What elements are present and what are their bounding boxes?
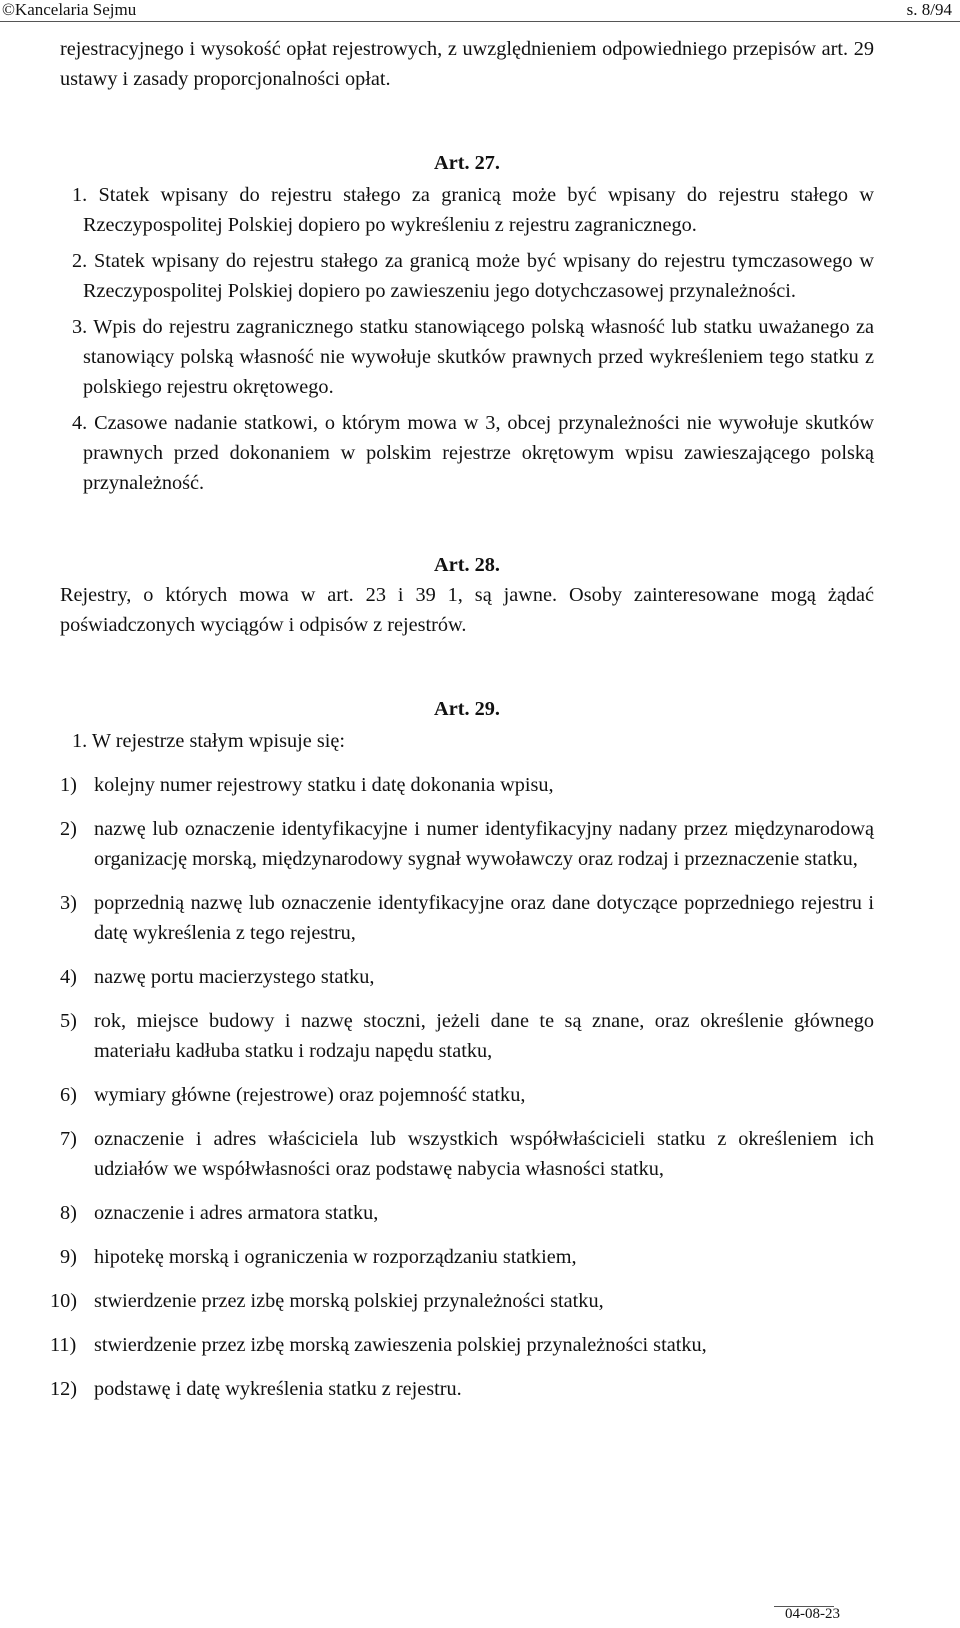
- art28-paragraph: Rejestry, o których mowa w art. 23 i 39 1, są jawne. Osoby zainteresowane mogą żądać poświadczonych wyciągów i odpisów z rejestrów.: [60, 584, 874, 636]
- list-item: 6) wymiary główne (rejestrowe) oraz pojemność statku,: [60, 1084, 526, 1106]
- document-body: [50, 34, 874, 1418]
- article-29-title: Art. 29.: [434, 698, 500, 720]
- art27-section-1: 1. Statek wpisany do rejestru stałego za granicą może być wpisany do rejestru stałego w Rzeczypospolitej Polskiej dopiero po wykreśleniu z rejestru zagranicznego.: [72, 184, 874, 236]
- page-number: s. 8/94: [906, 0, 952, 19]
- list-item: 8) oznaczenie i adres armatora statku,: [60, 1202, 379, 1224]
- list-item: 7) oznaczenie i adres właściciela lub wszystkich współwłaścicieli statku z określeniem ich udziałów we współwłasności oraz podstawę nabycia własności statku,: [60, 1128, 874, 1180]
- intro-paragraph: rejestracyjnego i wysokość opłat rejestrowych, z uwzględnieniem odpowiedniego przepisów art. 29 ustawy i zasady proporcjonalności opłat.: [60, 38, 874, 90]
- article-28-title: Art. 28.: [434, 554, 500, 576]
- art27-section-4: 4. Czasowe nadanie statkowi, o którym mowa w 3, obcej przynależności nie wywołuje skutków prawnych przed dokonaniem w polskim rejestrze okrętowym wpisu zawieszającego polską przynależność.: [72, 412, 874, 494]
- list-item: 2) nazwę lub oznaczenie identyfikacyjne i numer identyfikacyjny nadany przez międzynarodową organizację morską, międzynarodowy sygnał wywoławczy oraz rodzaj i przeznaczenie statku,: [60, 818, 874, 870]
- page-header: [0, 0, 960, 22]
- article-27-title: Art. 27.: [434, 152, 500, 174]
- art29-section-1: 1. W rejestrze stałym wpisuje się:: [72, 730, 345, 752]
- art27-section-2: 2. Statek wpisany do rejestru stałego za granicą może być wpisany do rejestru tymczasowego w Rzeczypospolitej Polskiej dopiero po zawieszeniu jego dotychczasowej przynależności.: [72, 250, 874, 302]
- list-item: 9) hipotekę morską i ograniczenia w rozporządzaniu statkiem,: [60, 1246, 577, 1268]
- list-item: 3) poprzednią nazwę lub oznaczenie identyfikacyjne oraz dane dotyczące poprzedniego rejestru i datę wykreślenia z tego rejestru,: [60, 892, 874, 944]
- footer-date: 04-08-23: [785, 1606, 840, 1622]
- list-item: 4) nazwę portu macierzystego statku,: [60, 966, 375, 988]
- list-item: 11) stwierdzenie przez izbę morską zawieszenia polskiej przynależności statku,: [50, 1334, 707, 1356]
- art27-section-3: 3. Wpis do rejestru zagranicznego statku stanowiącego polską własność lub statku uważanego za stanowiący polską własność nie wywołuje skutków prawnych przed wykreśleniem tego statku z polskiego rejestru okrętowego.: [72, 316, 874, 398]
- list-item: 12) podstawę i datę wykreślenia statku z rejestru.: [50, 1378, 462, 1400]
- header-divider: [0, 21, 960, 22]
- art29-item-list: [50, 770, 874, 1404]
- publisher-label: ©Kancelaria Sejmu: [2, 0, 137, 19]
- list-item: 1) kolejny numer rejestrowy statku i datę dokonania wpisu,: [60, 774, 554, 796]
- list-item: 5) rok, miejsce budowy i nazwę stoczni, jeżeli dane te są znane, oraz określenie głównego materiału kadłuba statku i rodzaju napędu statku,: [60, 1010, 874, 1062]
- list-item: 10) stwierdzenie przez izbę morską polskiej przynależności statku,: [50, 1290, 604, 1312]
